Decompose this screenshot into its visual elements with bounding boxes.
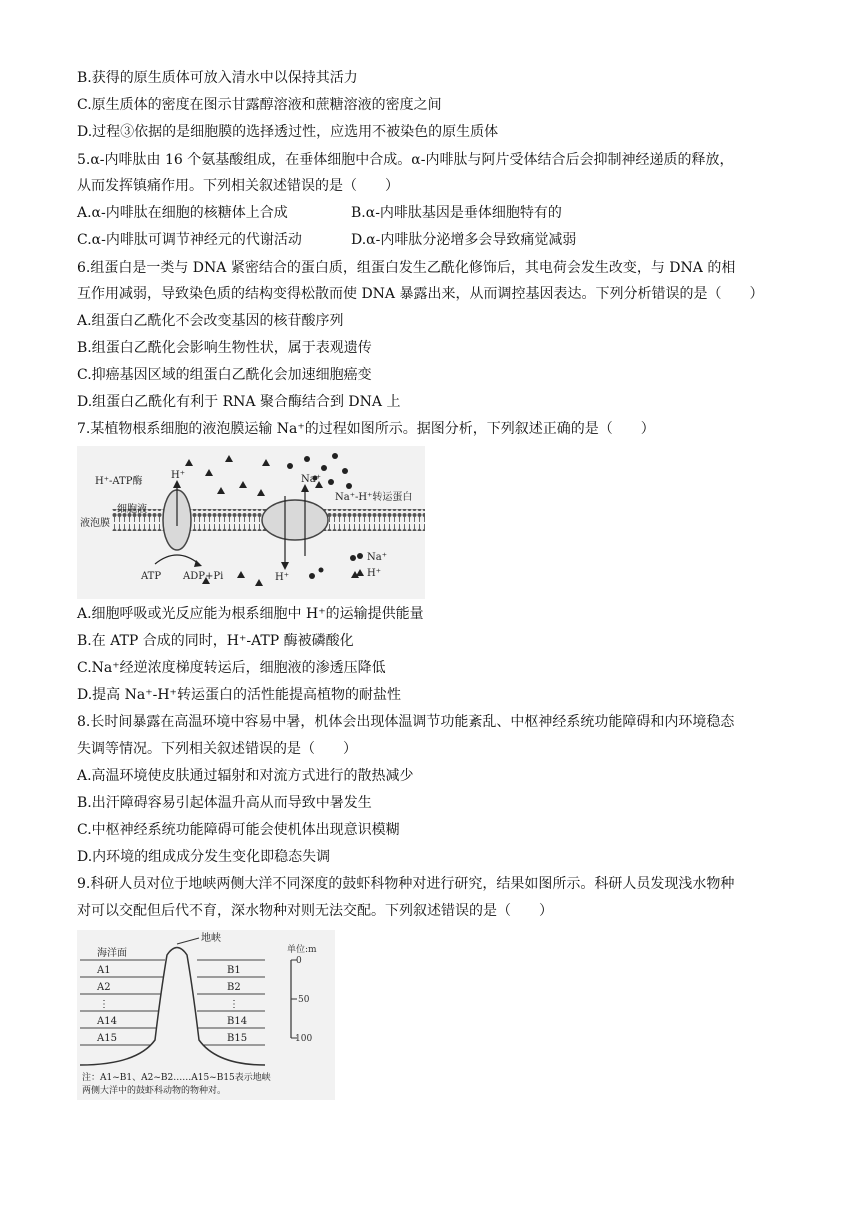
membrane-label: 液泡膜 bbox=[80, 518, 110, 529]
cytoplasm-label: 细胞液 bbox=[117, 504, 147, 515]
sea-surface-label: 海洋面 bbox=[97, 948, 127, 959]
label-a14: A14 bbox=[97, 1016, 117, 1027]
q8-stem-line2: 失调等情况。下列相关叙述错误的是（ ） bbox=[77, 741, 357, 757]
q9-stem-line2: 对可以交配但后代不育，深水物种对则无法交配。下列叙述错误的是（ ） bbox=[77, 903, 553, 919]
label-b15: B15 bbox=[227, 1033, 248, 1044]
vacuole-membrane-diagram bbox=[77, 446, 425, 599]
scale-tick-0: 0 bbox=[296, 956, 302, 966]
isthmus-figure bbox=[77, 930, 335, 1100]
q6-option-d: D.组蛋白乙酰化有利于 RNA 聚合酶结合到 DNA 上 bbox=[77, 394, 401, 410]
q7-option-c: C.Na⁺经逆浓度梯度转运后，细胞液的渗透压降低 bbox=[77, 660, 386, 676]
q5-option-a: A.α-内啡肽在细胞的核糖体上合成 bbox=[77, 205, 288, 221]
q7-option-d: D.提高 Na⁺-H⁺转运蛋白的活性能提高植物的耐盐性 bbox=[77, 687, 401, 703]
label-a15: A15 bbox=[97, 1033, 117, 1044]
h-atpase-label: H⁺-ATP酶 bbox=[95, 476, 143, 487]
antiporter-protein bbox=[262, 500, 328, 540]
q4-option-b: B.获得的原生质体可放入清水中以保持其活力 bbox=[77, 70, 358, 86]
q6-stem-line2: 互作用减弱，导致染色质的结构变得松散而使 DNA 暴露出来，从而调控基因表达。下列分析错误的是（ ） bbox=[77, 286, 764, 302]
q5-stem-line1: 5.α-内啡肽由 16 个氨基酸组成，在垂体细胞中合成。α-内啡肽与阿片受体结合后会抑制神经递质的释放， bbox=[77, 152, 734, 168]
q8-stem-line1: 8.长时间暴露在高温环境中容易中暑，机体会出现体温调节功能紊乱、中枢神经系统功能障碍和内环境稳态 bbox=[77, 714, 735, 730]
isthmus-label: 地峡 bbox=[201, 933, 221, 944]
vacuole-membrane-figure bbox=[77, 446, 425, 599]
na-top-label: Na⁺ bbox=[301, 474, 321, 485]
label-b1: B1 bbox=[227, 965, 241, 976]
h-bottom-label: H⁺ bbox=[275, 572, 289, 583]
scale-tick-100: 100 bbox=[295, 1034, 313, 1044]
q8-option-c: C.中枢神经系统功能障碍可能会使机体出现意识模糊 bbox=[77, 822, 400, 838]
figure-note-line1: 注：A1~B1、A2~B2……A15~B15表示地峡 bbox=[82, 1073, 271, 1083]
q7-stem: 7.某植物根系细胞的液泡膜运输 Na⁺的过程如图所示。据图分析，下列叙述正确的是（ ） bbox=[77, 421, 655, 437]
q9-stem-line1: 9.科研人员对位于地峡两侧大洋不同深度的鼓虾科物种对进行研究，结果如图所示。科研人员发现浅水物种 bbox=[77, 876, 735, 892]
label-a2: A2 bbox=[97, 982, 111, 993]
q5-option-c: C.α-内啡肽可调节神经元的代谢活动 bbox=[77, 232, 302, 248]
legend-na-dot bbox=[357, 553, 363, 559]
legend-h-label: H⁺ bbox=[367, 568, 381, 579]
isthmus-diagram bbox=[77, 930, 335, 1100]
q5-stem-line2: 从而发挥镇痛作用。下列相关叙述错误的是（ ） bbox=[77, 178, 399, 194]
label-b-ellipsis: ⋮ bbox=[229, 999, 239, 1010]
figure-note-line2: 两侧大洋中的鼓虾科动物的物种对。 bbox=[82, 1086, 227, 1096]
q5-option-d: D.α-内啡肽分泌增多会导致痛觉减弱 bbox=[351, 232, 577, 248]
q6-option-b: B.组蛋白乙酰化会影响生物性状，属于表观遗传 bbox=[77, 340, 372, 356]
adp-label: ADP+Pi bbox=[183, 571, 224, 582]
scale-tick-50: 50 bbox=[298, 995, 310, 1005]
label-b14: B14 bbox=[227, 1016, 248, 1027]
legend-h-triangle bbox=[356, 569, 364, 576]
q7-option-b: B.在 ATP 合成的同时，H⁺-ATP 酶被磷酸化 bbox=[77, 633, 354, 649]
q8-option-d: D.内环境的组成成分发生变化即稳态失调 bbox=[77, 849, 331, 865]
antiporter-label: Na⁺-H⁺转运蛋白 bbox=[335, 492, 413, 503]
q4-option-d: D.过程③依据的是细胞膜的选择透过性，应选用不被染色的原生质体 bbox=[77, 124, 499, 140]
atp-label: ATP bbox=[141, 571, 162, 582]
q7-option-a: A.细胞呼吸或光反应能为根系细胞中 H⁺的运输提供能量 bbox=[77, 606, 424, 622]
label-a-ellipsis: ⋮ bbox=[99, 999, 109, 1010]
label-b2: B2 bbox=[227, 982, 241, 993]
q6-option-a: A.组蛋白乙酰化不会改变基因的核苷酸序列 bbox=[77, 313, 344, 329]
q8-option-b: B.出汗障碍容易引起体温升高从而导致中暑发生 bbox=[77, 795, 372, 811]
q8-option-a: A.高温环境使皮肤通过辐射和对流方式进行的散热减少 bbox=[77, 768, 414, 784]
legend-na-label: Na⁺ bbox=[367, 552, 387, 563]
h-top-label: H⁺ bbox=[171, 470, 185, 481]
q4-option-c: C.原生质体的密度在图示甘露醇溶液和蔗糖溶液的密度之间 bbox=[77, 97, 442, 113]
q6-option-c: C.抑癌基因区域的组蛋白乙酰化会加速细胞癌变 bbox=[77, 367, 372, 383]
q5-option-b: B.α-内啡肽基因是垂体细胞特有的 bbox=[351, 205, 562, 221]
label-a1: A1 bbox=[97, 965, 111, 976]
unit-label: 单位:m bbox=[287, 945, 317, 955]
q6-stem-line1: 6.组蛋白是一类与 DNA 紧密结合的蛋白质，组蛋白发生乙酰化修饰后，其电荷会发生改变，与 DNA 的相 bbox=[77, 260, 736, 276]
